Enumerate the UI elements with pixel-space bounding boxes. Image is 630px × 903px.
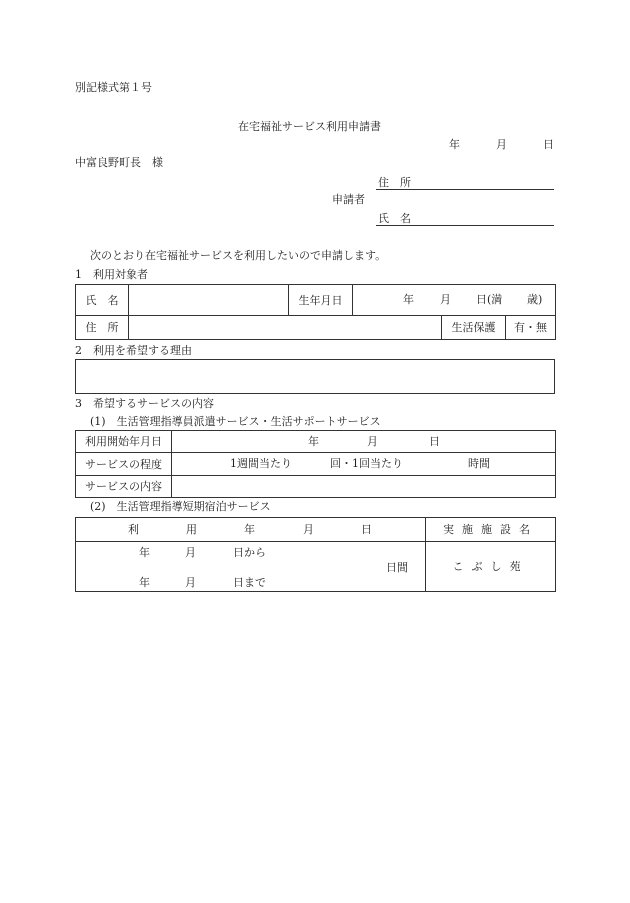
content-label-cell: サービスの内容: [76, 476, 172, 498]
section1-table: [75, 284, 556, 340]
name-line: [376, 225, 554, 226]
facility-header-cell: 実施施設名: [426, 518, 556, 542]
reason-cell: [76, 360, 555, 394]
address-label-cell: 住 所: [76, 316, 129, 340]
name-label-cell: 氏 名: [76, 285, 129, 316]
intro-text: 次のとおり在宅福祉サービスを利用したいので申請します。: [90, 249, 387, 262]
period-value-cell: 年 月 日から 日間 年 月 日まで: [76, 542, 426, 592]
degree-value-cell: 1週間当たり 回・1回当たり 時間: [172, 453, 556, 476]
sub1-table: [75, 430, 556, 498]
address-value-cell: [129, 316, 442, 340]
sub2-heading: (2) 生活管理指導短期宿泊サービス: [90, 500, 271, 513]
form-number: 別記様式第１号: [75, 81, 152, 94]
address-line: [376, 189, 554, 190]
period-header-cell: 利 用 年 月 日: [76, 518, 426, 542]
start-value-cell: 年 月 日: [172, 431, 556, 453]
sub2-table: [75, 517, 556, 592]
section3-heading: 3 希望するサービスの内容: [75, 397, 214, 410]
address-label: 住 所: [378, 176, 411, 189]
addressee: 中富良野町長 様: [75, 156, 163, 169]
page-title: 在宅福祉サービス利用申請書: [238, 120, 381, 133]
degree-label-cell: サービスの程度: [76, 453, 172, 476]
section2-table: [75, 359, 555, 394]
welfare-options-cell: 有・無: [506, 316, 556, 340]
applicant-label: 申請者: [332, 193, 365, 206]
welfare-label-cell: 生活保護: [442, 316, 506, 340]
birth-label-cell: 生年月日: [289, 285, 353, 316]
sub1-heading: (1) 生活管理指導員派遣サービス・生活サポートサービス: [90, 415, 381, 428]
birth-value-cell: 年 月 日(満 歳): [353, 285, 556, 316]
facility-value-cell: こぶし苑: [426, 542, 556, 592]
content-value-cell: [172, 476, 556, 498]
section2-heading: 2 利用を希望する理由: [75, 344, 192, 357]
start-label-cell: 利用開始年月日: [76, 431, 172, 453]
section1-heading: 1 利用対象者: [75, 268, 148, 281]
name-value-cell: [129, 285, 289, 316]
name-label: 氏 名: [378, 212, 411, 225]
